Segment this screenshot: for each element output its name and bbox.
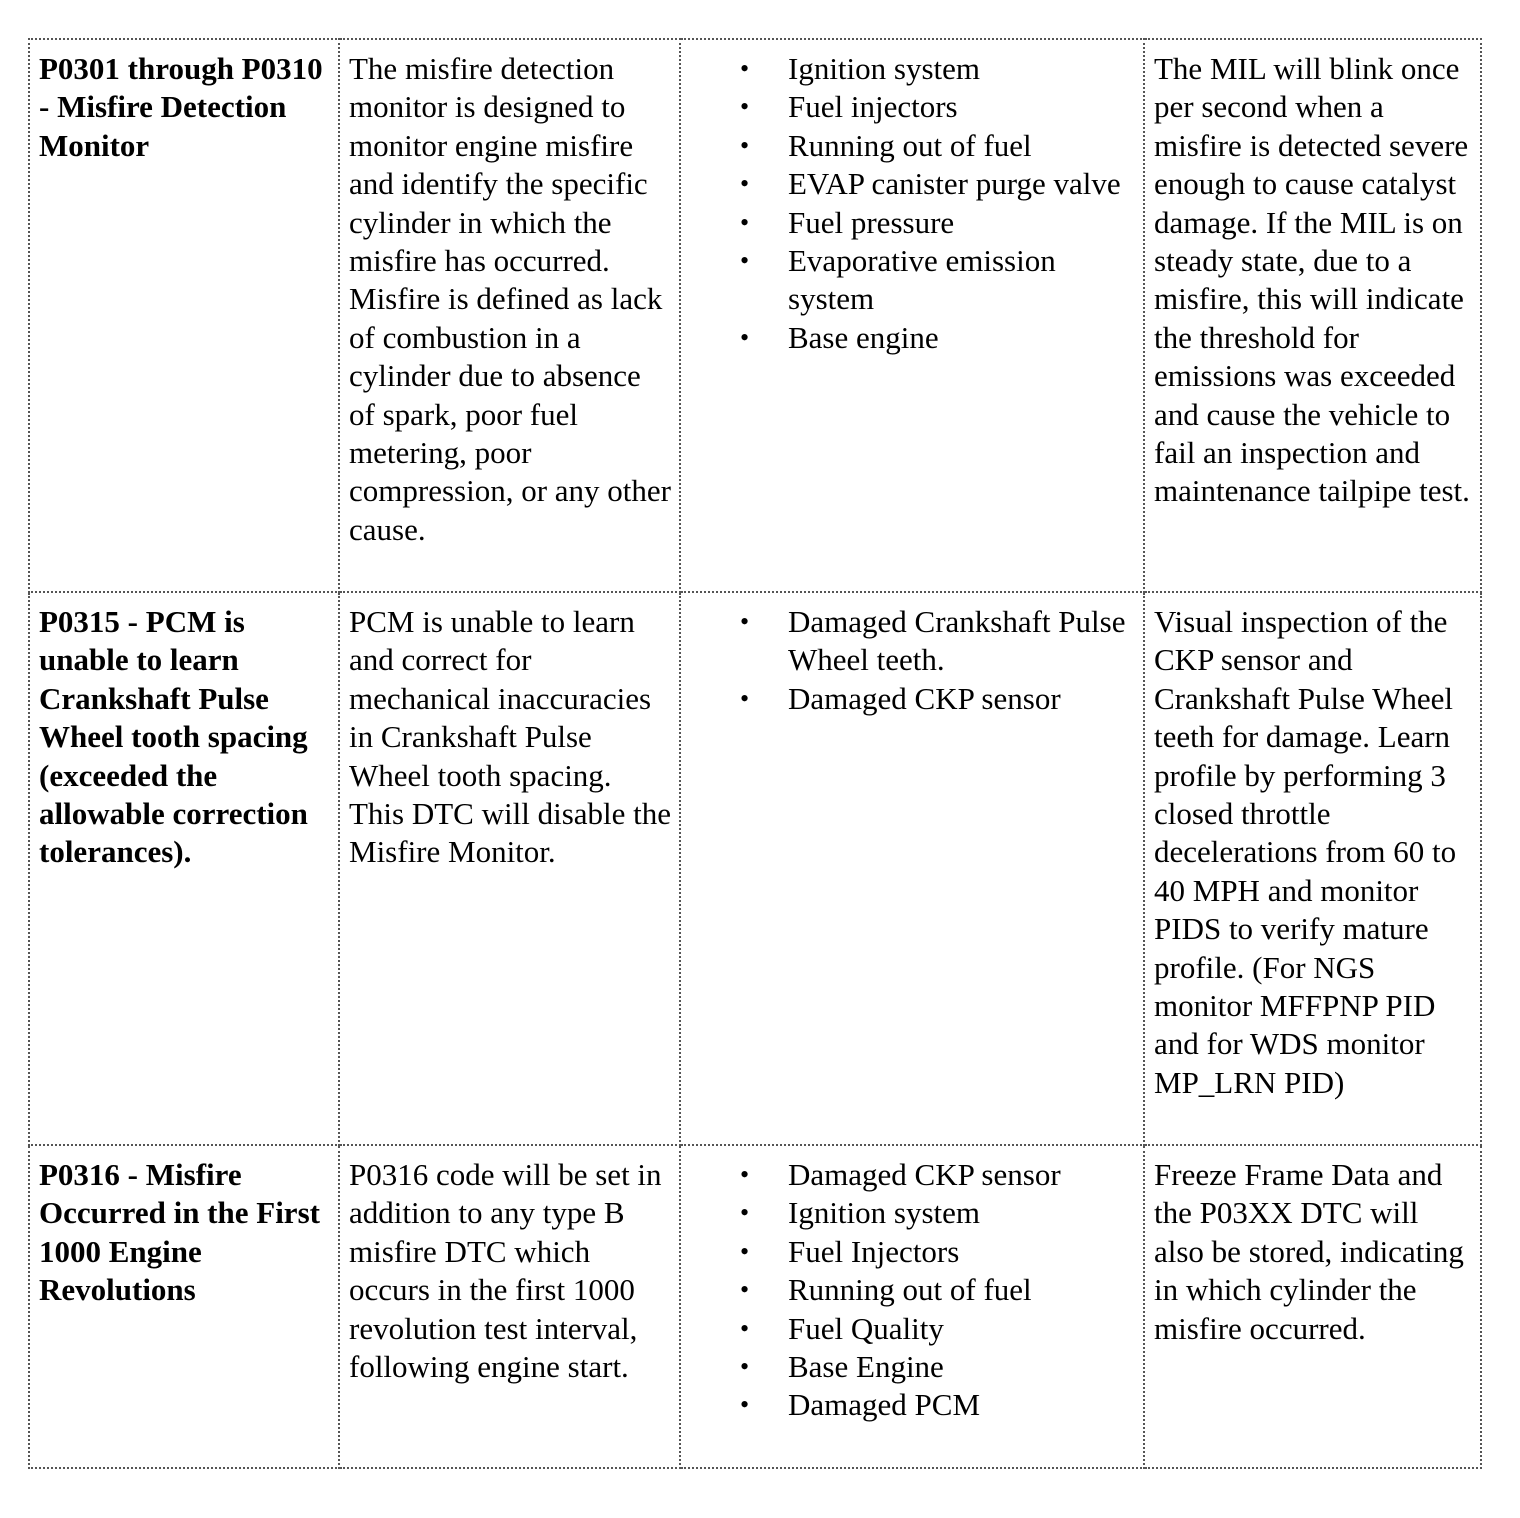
dtc-description: P0316 code will be set in addition to any type B misfire DTC which occurs in the first 1000 revolution test interval, following engine start. [349, 1157, 662, 1385]
description-cell [339, 39, 680, 592]
list-item: • Evaporative emission system [788, 242, 1137, 319]
action-cell [1144, 39, 1481, 592]
list-item: • Fuel Quality [788, 1310, 1137, 1348]
dtc-table [28, 38, 1482, 1469]
action-cell [1144, 1145, 1481, 1468]
list-item: • Base Engine [788, 1348, 1137, 1386]
causes-cell [680, 592, 1144, 1145]
dtc-code-cell [29, 39, 339, 592]
causes-list [690, 50, 1137, 357]
list-item: • Running out of fuel [788, 1271, 1137, 1309]
causes-cell [680, 1145, 1144, 1468]
list-item: • Fuel pressure [788, 204, 1137, 242]
action-cell [1144, 592, 1481, 1145]
list-item: • Base engine [788, 319, 1137, 357]
list-item: • Damaged CKP sensor [788, 1156, 1137, 1194]
description-cell [339, 1145, 680, 1468]
dtc-action: The MIL will blink once per second when a misfire is detected severe enough to cause catalyst damage. If the MIL is on steady state, due to a misfire, this will indicate the threshold for emissions was exceeded and cause the vehicle to fail an inspection and maintenance tailpipe test. [1154, 51, 1470, 509]
list-item: • Fuel Injectors [788, 1233, 1137, 1271]
description-cell [339, 592, 680, 1145]
table-row [29, 39, 1481, 592]
list-item: • Running out of fuel [788, 127, 1137, 165]
list-item: • Damaged PCM [788, 1386, 1137, 1424]
list-item: • Fuel injectors [788, 88, 1137, 126]
dtc-description: The misfire detection monitor is designed to monitor engine misfire and identify the specific cylinder in which the misfire has occurred. Misfire is defined as lack of combustion in a cylinder due to absence of spark, poor fuel metering, poor compression, or any other cause. [349, 51, 671, 547]
table-row [29, 592, 1481, 1145]
dtc-code-cell [29, 1145, 339, 1468]
dtc-code-cell [29, 592, 339, 1145]
list-item: • Ignition system [788, 50, 1137, 88]
causes-cell [680, 39, 1144, 592]
causes-list [690, 603, 1137, 718]
list-item: • Damaged Crankshaft Pulse Wheel teeth. [788, 603, 1137, 680]
dtc-description: PCM is unable to learn and correct for mechanical inaccuracies in Crankshaft Pulse Wheel tooth spacing. This DTC will disable the Misfire Monitor. [349, 604, 672, 870]
dtc-action: Freeze Frame Data and the P03XX DTC will also be stored, indicating in which cylinder the misfire occurred. [1154, 1157, 1464, 1346]
table-row [29, 1145, 1481, 1468]
dtc-code: P0315 - PCM is unable to learn Crankshaft Pulse Wheel tooth spacing (exceeded the allowable correction tolerances). [39, 604, 308, 870]
causes-list [690, 1156, 1137, 1425]
list-item: • Damaged CKP sensor [788, 680, 1137, 718]
dtc-action: Visual inspection of the CKP sensor and Crankshaft Pulse Wheel teeth for damage. Learn profile by performing 3 closed throttle decelerations from 60 to 40 MPH and monitor PIDS to verify mature profile. (For NGS monitor MFFPNP PID and for WDS monitor MP_LRN PID) [1154, 604, 1457, 1100]
dtc-code: P0316 - Misfire Occurred in the First 1000 Engine Revolutions [39, 1157, 320, 1308]
list-item: • Ignition system [788, 1194, 1137, 1232]
dtc-code: P0301 through P0310 - Misfire Detection Monitor [39, 51, 323, 163]
list-item: • EVAP canister purge valve [788, 165, 1137, 203]
